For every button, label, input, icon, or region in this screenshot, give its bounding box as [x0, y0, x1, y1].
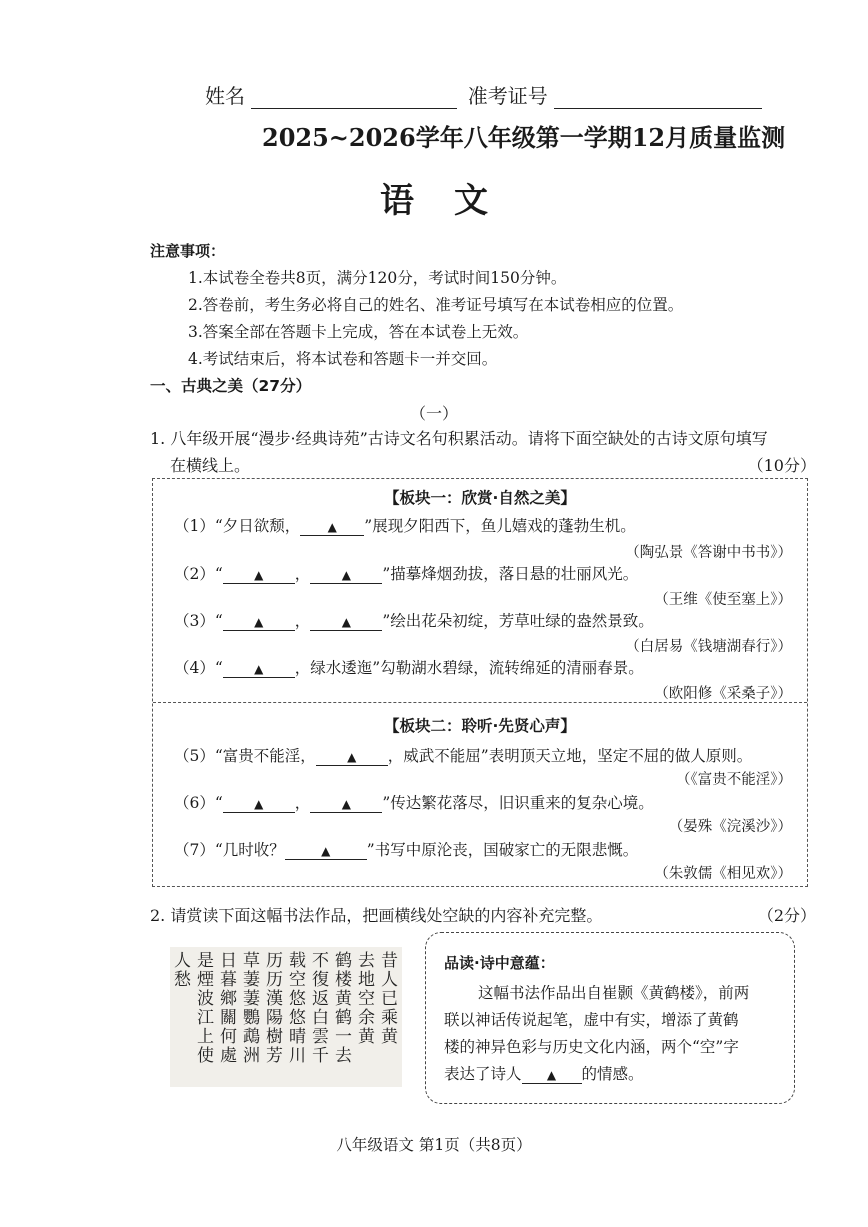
- question-1-text: 1. 八年级开展“漫步·经典诗苑”古诗文名句积累活动。请将下面空缺处的古诗文原句填写: [150, 429, 768, 448]
- pindu-heading: 品读·诗中意蕴：: [444, 954, 555, 972]
- id-label: 准考证号: [467, 84, 548, 108]
- answer-blank[interactable]: ▲: [310, 796, 382, 813]
- name-label: 姓名: [205, 84, 245, 108]
- item-6: （6）“ ▲ ， ▲ ”传达繁花落尽，旧识重来的复杂心境。: [174, 794, 654, 812]
- item-6-source: （晏殊《浣溪沙》）: [668, 819, 792, 835]
- answer-blank[interactable]: ▲: [223, 796, 295, 813]
- item-2-source: （王维《使至塞上》）: [654, 592, 792, 608]
- item-7-source: （朱敦儒《相见欢》）: [654, 866, 792, 882]
- item-4: （4）“ ▲ ，绿水逶迤”勾勒湖水碧绿，流转绵延的清丽春景。: [174, 659, 644, 677]
- item-5: （5）“富贵不能淫， ▲ ，威武不能屈”表明顶天立地，坚定不屈的做人原则。: [174, 747, 753, 765]
- calligraphy-column: 载空悠悠晴川: [285, 951, 305, 1065]
- notice-item: 4.考试结束后，将本试卷和答题卡一并交回。: [188, 350, 498, 368]
- pindu-line: 这幅书法作品出自崔颢《黄鹤楼》，前两: [478, 984, 750, 1002]
- calligraphy-column: 昔人已乘黄: [377, 951, 397, 1046]
- item-3-source: （白居易《钱塘湖春行》）: [625, 639, 792, 655]
- subject-title: 语文: [380, 181, 528, 221]
- calligraphy-image: [170, 947, 402, 1087]
- calligraphy-column: 日暮鄉關何處: [216, 951, 236, 1065]
- notice-item: 2.答卷前，考生务必将自己的姓名、准考证号填写在本试卷相应的位置。: [188, 296, 684, 314]
- answer-blank[interactable]: ▲: [285, 843, 367, 860]
- calligraphy-column: 鹤楼黄鹤一去: [331, 951, 351, 1065]
- calligraphy-column: 是煙波江上使: [193, 951, 213, 1065]
- box-divider: [153, 702, 807, 703]
- answer-blank[interactable]: ▲: [223, 614, 295, 631]
- answer-blank[interactable]: ▲: [300, 519, 364, 536]
- calligraphy-column: 历历漢陽樹芳: [262, 951, 282, 1065]
- item-3: （3）“ ▲ ， ▲ ”绘出花朵初绽，芳草吐绿的盎然景致。: [174, 612, 654, 630]
- calligraphy-column: 不復返白雲千: [308, 951, 328, 1065]
- item-7: （7）“几时收？ ▲ ”书写中原沦丧，国破家亡的无限悲慨。: [174, 841, 639, 859]
- item-4-source: （欧阳修《采桑子》）: [654, 686, 792, 702]
- answer-blank[interactable]: ▲: [310, 567, 382, 584]
- item-2: （2）“ ▲ ， ▲ ”描摹烽烟劲拔，落日悬的壮丽风光。: [174, 565, 639, 583]
- section-heading: 一、古典之美（27分）: [150, 377, 312, 395]
- item-1: （1）“夕日欲颓， ▲ ”展现夕阳西下，鱼儿嬉戏的蓬勃生机。: [174, 517, 636, 535]
- page-footer: 八年级语文 第1页（共8页）: [336, 1136, 532, 1154]
- calligraphy-column: 人愁: [170, 951, 190, 989]
- block-1-heading: 【板块一：欣赏·自然之美】: [384, 489, 576, 507]
- calligraphy-column: 草萋萋鸚鵡洲: [239, 951, 259, 1065]
- answer-blank[interactable]: ▲: [223, 661, 295, 678]
- pindu-line: 楼的神异色彩与历史文化内涵，两个“空”字: [444, 1038, 739, 1056]
- block-2-heading: 【板块二：聆听·先贤心声】: [384, 717, 576, 735]
- pindu-line: 表达了诗人 ▲ 的情感。: [444, 1065, 644, 1083]
- notice-item: 1.本试卷全卷共8页，满分120分，考试时间150分钟。: [188, 269, 567, 287]
- notice-item: 3.答案全部在答题卡上完成，答在本试卷上无效。: [188, 323, 529, 341]
- pindu-line: 联以神话传说起笔，虚中有实，增添了黄鹤: [444, 1011, 739, 1029]
- id-field[interactable]: [554, 90, 762, 109]
- answer-blank[interactable]: ▲: [316, 749, 388, 766]
- answer-blank[interactable]: ▲: [522, 1067, 582, 1084]
- answer-blank[interactable]: ▲: [310, 614, 382, 631]
- part-heading: （一）: [409, 404, 458, 423]
- question-1-score: （10分）: [747, 456, 816, 475]
- exam-title: 2025~2026学年八年级第一学期12月质量监测: [262, 123, 786, 152]
- answer-blank[interactable]: ▲: [223, 567, 295, 584]
- item-5-source: （《富贵不能淫》）: [676, 772, 792, 788]
- question-2-score: （2分）: [757, 906, 816, 925]
- question-2-text: 2. 请赏读下面这幅书法作品，把画横线处空缺的内容补充完整。: [150, 906, 603, 925]
- calligraphy-column: 去地空余黄: [354, 951, 374, 1046]
- name-id-line: [205, 80, 762, 109]
- notice-heading: 注意事项：: [150, 242, 226, 260]
- name-field[interactable]: [251, 90, 457, 109]
- question-1-text-cont: 在横线上。: [170, 456, 251, 475]
- item-1-source: （陶弘景《答谢中书书》）: [625, 545, 792, 561]
